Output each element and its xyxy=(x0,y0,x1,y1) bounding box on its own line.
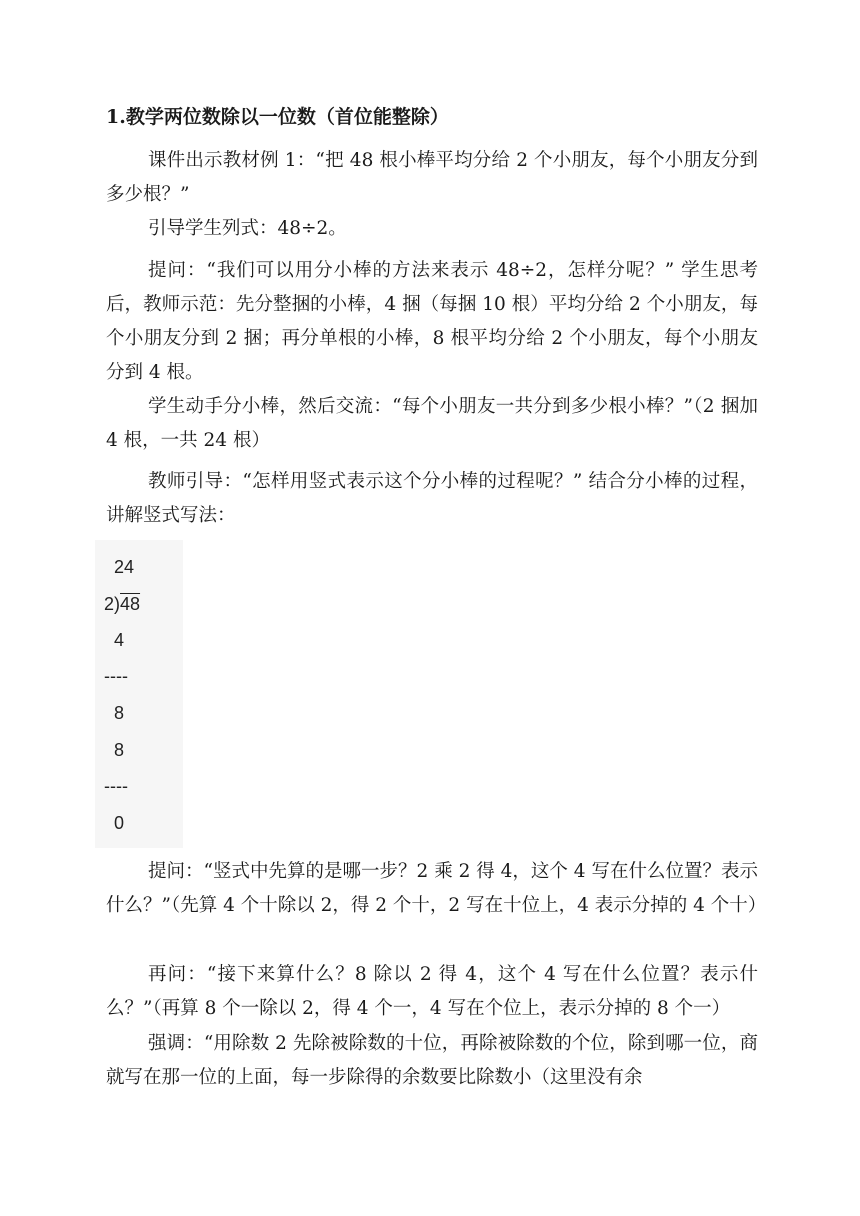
subtraction-line: 4 xyxy=(104,630,125,650)
subtraction-line: 8 xyxy=(104,740,125,760)
paragraph-example-intro: 课件出示教材例 1：“把 48 根小棒平均分给 2 个小朋友，每个小朋友分到多少根？” xyxy=(106,150,758,205)
paragraph-teacher-guide: 教师引导：“怎样用竖式表示这个分小棒的过程呢？” 结合分小棒的过程，讲解竖式写法： xyxy=(106,471,758,526)
paragraph-equation: 引导学生列式：48÷2。 xyxy=(148,218,347,239)
paragraph-question-demo: 提问：“我们可以用分小棒的方法来表示 48÷2，怎样分呢？” 学生思考后，教师示范：先分整捆的小棒，4 捆（每捆 10 根）平均分给 2 个小朋友，每个小朋友分到 2 捆；再分单根的小棒，8 根平均分给 2 个小朋友，每个小朋友分到 4 根。 xyxy=(106,260,758,383)
paragraph-emphasis: 强调：“用除数 2 先除被除数的十位，再除被除数的个位，除到哪一位，商就写在那一位的上面，每一步除得的余数要比除数小（这里没有余 xyxy=(106,1033,758,1088)
quotient-line: 24 xyxy=(104,557,135,577)
rule-line: ---- xyxy=(104,776,128,796)
dividend: 48 xyxy=(120,594,141,614)
rule-line: ---- xyxy=(104,666,128,686)
long-division-block xyxy=(95,540,183,848)
remainder-bring-down-line: 8 xyxy=(104,703,125,723)
paragraph-question-next-step: 再问：“接下来算什么？8 除以 2 得 4，这个 4 写在什么位置？表示什么？”（再算 8 个一除以 2，得 4 个一，4 写在个位上，表示分掉的 8 个一） xyxy=(106,964,758,1019)
final-remainder-line: 0 xyxy=(104,813,125,833)
paragraph-question-first-step: 提问：“竖式中先算的是哪一步？2 乘 2 得 4，这个 4 写在什么位置？表示什么？”（先算 4 个十除以 2，得 2 个十，2 写在十位上，4 表示分掉的 4 个十） xyxy=(106,861,767,916)
paragraph-student-exchange: 学生动手分小棒，然后交流：“每个小朋友一共分到多少根小棒？”（2 捆加 4 根，一共 24 根） xyxy=(106,396,758,451)
divisor: 2) xyxy=(104,594,121,614)
divisor-dividend-line xyxy=(104,590,140,618)
section-heading: 1.教学两位数除以一位数（首位能整除） xyxy=(106,106,449,128)
